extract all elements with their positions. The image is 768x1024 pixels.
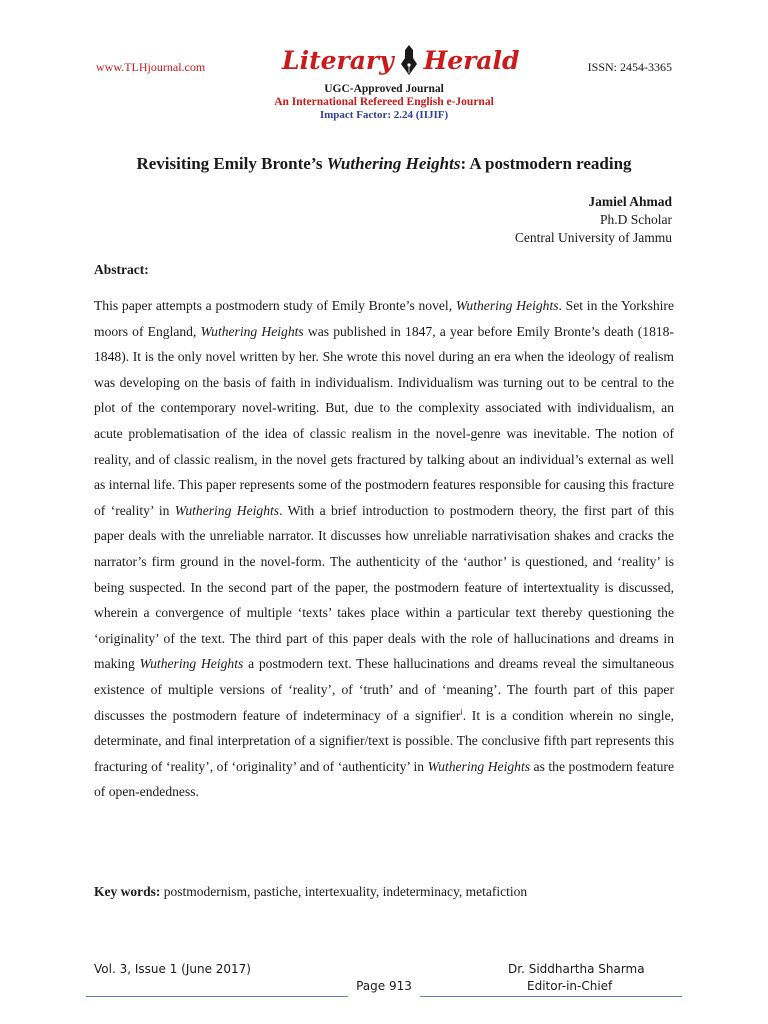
author-name: Jamiel Ahmad [588,194,672,209]
novel-title: Wuthering Heights [455,298,559,313]
footer-divider-right [420,996,682,997]
title-suffix: : A postmodern reading [460,154,632,173]
journal-logo [282,44,519,76]
footer-divider-left [86,996,348,997]
title-italic: Wuthering Heights [326,154,461,173]
footnote-mark[interactable]: i [460,706,463,716]
abstract-heading: Abstract: [94,262,149,277]
footer-page-number: Page 913 [356,979,412,993]
keywords-line [94,884,527,900]
title-prefix: Revisiting Emily Bronte’s [136,154,327,173]
journal-header [96,44,672,84]
author-role: Ph.D Scholar [600,212,672,227]
abstract-text: . Set in the Yorkshire moors of England, [94,298,674,339]
novel-title: Wuthering Heights [139,656,244,672]
issn-number: ISSN: 2454-3365 [587,60,672,74]
fountain-pen-nib-icon [400,44,418,76]
journal-description-line: An International Refereed English e-Journal [274,96,494,108]
novel-title: Wuthering Heights [200,323,304,339]
logo-word-herald: Herald [423,45,520,75]
novel-title: Wuthering Heights [174,502,280,518]
author-block [515,193,672,247]
abstract-body [94,293,674,805]
abstract-text: . With a brief introduction to postmodern theory, the first part of this paper deals with the unreliable narrator. It discusses how unreliable narrativisation shakes and cracks the narrator’s firm ground in the novel-form. The authenticity of the ‘author’ is questioned, and ‘reality’ is being suspected. In the second part of the paper, the postmodern feature of intertextuality is discussed, wherein a convergence of multiple ‘texts’ takes place within a particular text thereby questioning the ‘originality’ of the text. The third part of this paper deals with the role of hallucinations and dreams in making [94,502,674,672]
abstract-text: This paper attempts a postmodern study of Emily Bronte’s novel, [94,298,456,313]
paper-title [0,154,768,174]
novel-title: Wuthering Heights [427,758,531,774]
keywords-label: Key words: [94,884,161,899]
impact-factor-line: Impact Factor: 2.24 (IIJIF) [319,109,449,121]
footer-editor-name: Dr. Siddhartha Sharma [508,962,645,976]
abstract-text: was published in 1847, a year before Emily Bronte’s death (1818-1848). It is the only novel written by her. She wrote this novel during an era when the ideology of realism was developing on the basis of faith in individualism. Individualism was turning out to be central to the plot of the contemporary novel-writing. But, due to the complexity associated with individualism, an acute problematisation of the idea of classic realism in the novel-genre was inevitable. The notion of reality, and of classic realism, in the novel gets fractured by talking about an individual’s external as well as internal life. This paper represents some of the postmodern features responsible for causing this fracture of ‘reality’ in [94,323,675,518]
keywords-list: postmodernism, pastiche, intertexuality, indeterminacy, metafiction [160,884,528,899]
website-link[interactable]: www.TLHjournal.com [96,60,206,74]
footer-editor-title: Editor-in-Chief [527,979,613,993]
logo-word-literary: Literary [282,45,394,75]
abstract-text: as the postmodern feature of open-endedness. [94,758,674,800]
abstract-text: a postmodern text. These hallucinations and dreams reveal the simultaneous existence of multiple versions of ‘reality’, of ‘truth’ and of ‘meaning’. The fourth part of this paper discusses the postmodern feature of indeterminacy of a signifier [94,656,674,723]
abstract-text: . It is a condition wherein no single, determinate, and final interpretation of a signifier/text is possible. The conclusive fifth part represents this fracturing of ‘reality’, of ‘originality’ and of ‘authenticity’ in [94,707,675,774]
author-affiliation: Central University of Jammu [514,230,672,245]
footer-volume: Vol. 3, Issue 1 (June 2017) [94,962,251,976]
ugc-approved-line: UGC-Approved Journal [324,83,444,95]
